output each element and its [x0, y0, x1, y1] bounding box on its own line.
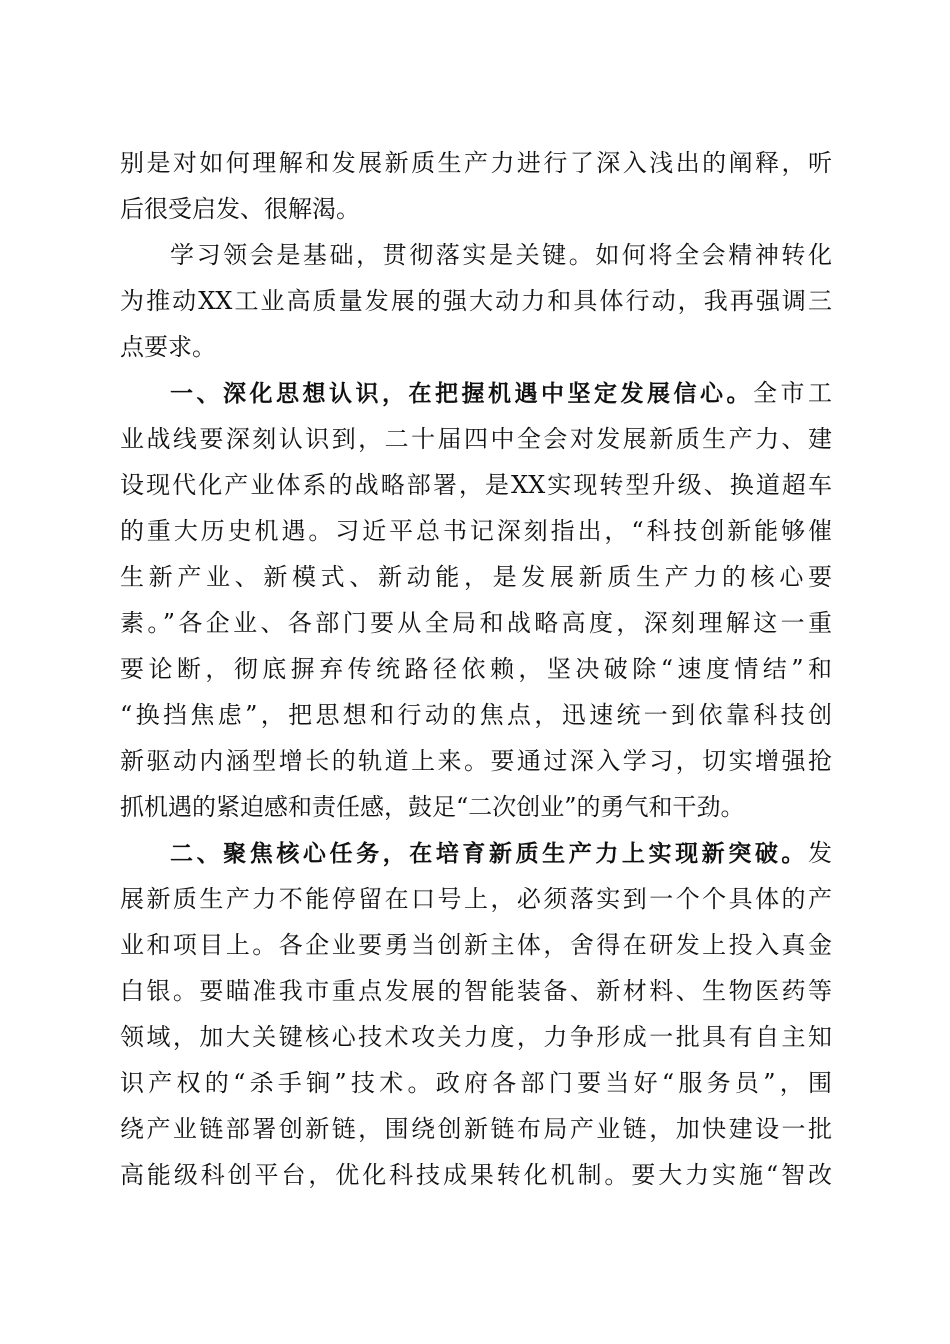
text-line: 业和项目上。各企业要勇当创新主体，舍得在研发上投入真金 — [120, 931, 832, 959]
text-line: 学习领会是基础，贯彻落实是关键。如何将全会精神转化 — [170, 241, 832, 269]
text-line: 绕产业链部署创新链，围绕创新链布局产业链，加快建设一批 — [120, 1115, 832, 1143]
text-line: 的重大历史机遇。习近平总书记深刻指出，“科技创新能够催 — [120, 517, 832, 545]
paragraph-3 — [120, 370, 832, 830]
text-line: 识产权的“杀手锏”技术。政府各部门要当好“服务员”，围 — [120, 1069, 832, 1097]
text-line: 生新产业、新模式、新动能，是发展新质生产力的核心要 — [120, 563, 832, 591]
text-line — [120, 370, 832, 416]
paragraph-4 — [120, 830, 832, 1198]
text-line: 后很受启发、很解渴。 — [120, 195, 360, 223]
text-line: 设现代化产业体系的战略部署，是XX实现转型升级、换道超车 — [120, 471, 832, 499]
text-line: 白银。要瞄准我市重点发展的智能装备、新材料、生物医药等 — [120, 977, 832, 1005]
text-line: 展新质生产力不能停留在口号上，必须落实到一个个具体的产 — [120, 885, 832, 913]
text-line: 领域，加大关键核心技术攻关力度，力争形成一批具有自主知 — [120, 1023, 832, 1051]
paragraph-2 — [120, 232, 832, 370]
text-line: 素。”各企业、各部门要从全局和战略高度，深刻理解这一重 — [120, 609, 832, 637]
text-line: 要论断，彻底摒弃传统路径依赖，坚决破除“速度情结”和 — [120, 655, 832, 683]
section-heading: 一、深化思想认识，在把握机遇中坚定发展信心。 — [170, 381, 753, 407]
text-line: 别是对如何理解和发展新质生产力进行了深入浅出的阐释，听 — [120, 149, 832, 177]
text-line: 抓机遇的紧迫感和责任感，鼓足“二次创业”的勇气和干劲。 — [120, 793, 745, 821]
document-body — [120, 140, 832, 1198]
text-line: 点要求。 — [120, 333, 216, 361]
text-line: 业战线要深刻认识到，二十届四中全会对发展新质生产力、建 — [120, 425, 832, 453]
heading-continuation: 发 — [808, 839, 832, 867]
text-line — [120, 830, 832, 876]
text-line: 高能级科创平台，优化科技成果转化机制。要大力实施“智改 — [120, 1161, 832, 1189]
section-heading: 二、聚焦核心任务，在培育新质生产力上实现新突破。 — [170, 841, 808, 867]
heading-continuation: 全市工 — [753, 379, 832, 407]
paragraph-1 — [120, 140, 832, 232]
text-line: 为推动XX工业高质量发展的强大动力和具体行动，我再强调三 — [120, 287, 832, 315]
text-line: “换挡焦虑”，把思想和行动的焦点，迅速统一到依靠科技创 — [120, 701, 832, 729]
text-line: 新驱动内涵型增长的轨道上来。要通过深入学习，切实增强抢 — [120, 747, 832, 775]
